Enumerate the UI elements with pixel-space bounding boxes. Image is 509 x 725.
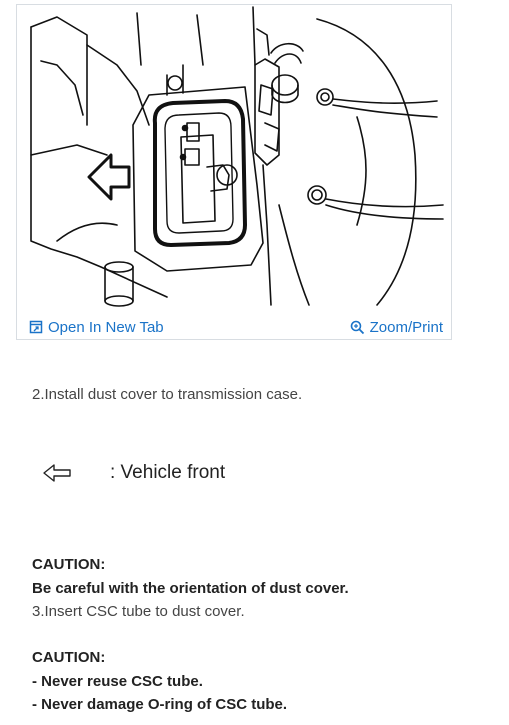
dust-cover-diagram — [17, 5, 453, 313]
caution-line: Be careful with the orientation of dust cover. — [32, 580, 349, 597]
zoom-print-link[interactable] — [350, 319, 443, 336]
legend-text: : Vehicle front — [110, 462, 226, 483]
legend-vehicle-front — [42, 462, 225, 484]
zoom-print-label: Zoom/Print — [369, 318, 443, 336]
open-in-new-tab-link[interactable] — [29, 319, 164, 336]
arrow-left-outline-icon — [42, 463, 72, 483]
zoom-icon — [350, 320, 365, 335]
open-in-new-tab-label: Open In New Tab — [48, 318, 164, 336]
step-3-text: 3.Insert CSC tube to dust cover. — [32, 603, 245, 620]
caution-heading-1: CAUTION: — [32, 556, 106, 573]
caution-line: - Never damage O-ring of CSC tube. — [32, 696, 288, 713]
caution-line: - Never reuse CSC tube. — [32, 673, 203, 690]
figure-actions-bar — [17, 313, 451, 341]
caution-heading-2: CAUTION: — [32, 649, 106, 666]
step-2-text: 2.Install dust cover to transmission case. — [32, 386, 303, 403]
open-tab-icon — [29, 320, 43, 334]
figure-container — [16, 4, 452, 340]
